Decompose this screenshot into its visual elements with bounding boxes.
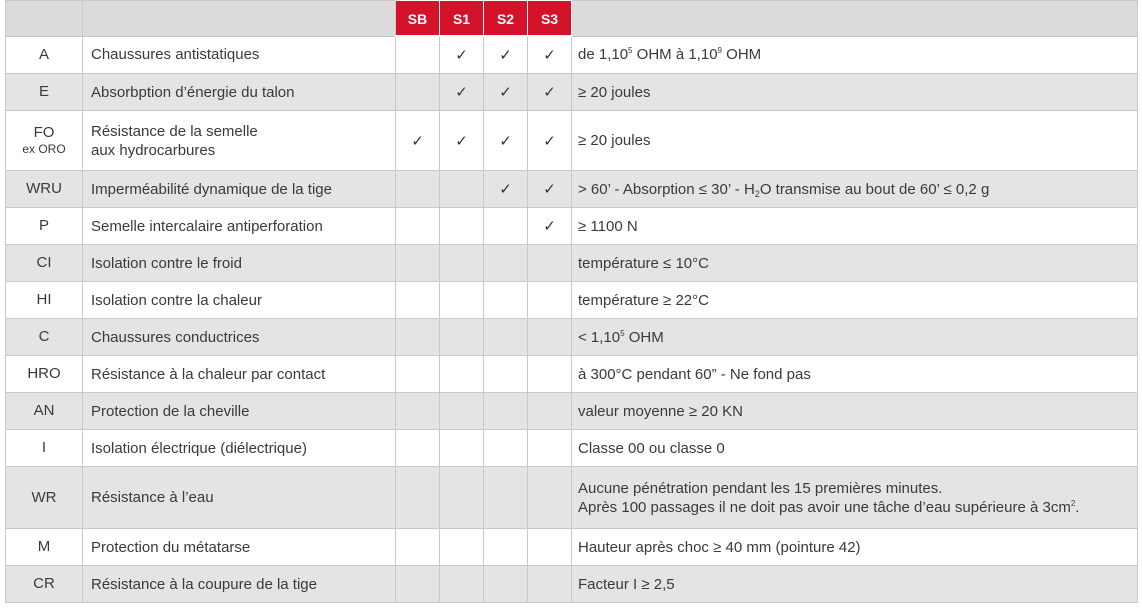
check-mark-s1: ✓ <box>440 36 484 74</box>
check-mark-sb <box>396 74 440 111</box>
row-code: C <box>6 319 83 356</box>
check-mark-s2 <box>484 529 528 566</box>
table-row <box>6 171 1138 208</box>
row-value: > 60’ - Absorption ≤ 30’ - $H_2O$ transmise au bout de 60’ ≤ 0,2 g <box>572 171 1138 208</box>
check-mark-s1 <box>440 282 484 319</box>
check-mark-s3 <box>528 430 572 467</box>
row-code: FO ex ORO <box>6 111 83 171</box>
row-description: Isolation électrique (diélectrique) <box>83 430 396 467</box>
check-mark-s2 <box>484 430 528 467</box>
row-code: HRO <box>6 356 83 393</box>
check-mark-s1 <box>440 171 484 208</box>
header-blank-code <box>6 1 83 37</box>
table-row <box>6 208 1138 245</box>
row-description: Protection du métatarse <box>83 529 396 566</box>
check-mark-sb <box>396 36 440 74</box>
row-code: HI <box>6 282 83 319</box>
row-description: Protection de la cheville <box>83 393 396 430</box>
check-mark-s1 <box>440 393 484 430</box>
row-value: ≥ 20 joules <box>572 74 1138 111</box>
check-mark-s2 <box>484 356 528 393</box>
row-value: Facteur I ≥ 2,5 <box>572 566 1138 603</box>
check-mark-sb <box>396 208 440 245</box>
check-mark-s3 <box>528 393 572 430</box>
check-mark-sb: ✓ <box>396 111 440 171</box>
row-code: WRU <box>6 171 83 208</box>
check-mark-s3 <box>528 566 572 603</box>
check-mark-s3: ✓ <box>528 111 572 171</box>
check-mark-sb <box>396 245 440 282</box>
table-row <box>6 74 1138 111</box>
table-row <box>6 467 1138 529</box>
row-code: A <box>6 36 83 74</box>
row-value: Hauteur après choc ≥ 40 mm (pointure 42) <box>572 529 1138 566</box>
table-row <box>6 282 1138 319</box>
check-mark-s3: ✓ <box>528 36 572 74</box>
check-mark-s1 <box>440 208 484 245</box>
check-mark-s1 <box>440 245 484 282</box>
category-header-s3: S3 <box>528 1 572 37</box>
check-mark-sb <box>396 282 440 319</box>
check-mark-sb <box>396 171 440 208</box>
footwear-norms-table <box>5 0 1138 603</box>
table-header-row <box>6 1 1138 37</box>
row-code: CR <box>6 566 83 603</box>
row-code: CI <box>6 245 83 282</box>
check-mark-s3 <box>528 467 572 529</box>
check-mark-s3 <box>528 319 572 356</box>
row-code: WR <box>6 467 83 529</box>
check-mark-s2 <box>484 393 528 430</box>
check-mark-s1 <box>440 467 484 529</box>
table-row <box>6 319 1138 356</box>
check-mark-s2 <box>484 467 528 529</box>
row-code: P <box>6 208 83 245</box>
row-description: Isolation contre le froid <box>83 245 396 282</box>
check-mark-sb <box>396 319 440 356</box>
header-blank-desc <box>83 1 396 37</box>
row-value: valeur moyenne ≥ 20 KN <box>572 393 1138 430</box>
check-mark-s2 <box>484 208 528 245</box>
check-mark-sb <box>396 393 440 430</box>
check-mark-s1: ✓ <box>440 111 484 171</box>
row-description: Semelle intercalaire antiperforation <box>83 208 396 245</box>
row-value: Aucune pénétration pendant les 15 premières minutes. Après 100 passages il ne doit pas avoir une tâche d’eau supérieure à $3cm^2$. <box>572 467 1138 529</box>
row-value: à 300°C pendant 60” - Ne fond pas <box>572 356 1138 393</box>
table-row <box>6 245 1138 282</box>
header-blank-value <box>572 1 1138 37</box>
table-row <box>6 36 1138 74</box>
check-mark-s1 <box>440 566 484 603</box>
row-description: Résistance à l’eau <box>83 467 396 529</box>
check-mark-s3: ✓ <box>528 171 572 208</box>
row-description: Imperméabilité dynamique de la tige <box>83 171 396 208</box>
check-mark-s2: ✓ <box>484 74 528 111</box>
check-mark-s3 <box>528 529 572 566</box>
check-mark-s3: ✓ <box>528 74 572 111</box>
table-row <box>6 566 1138 603</box>
row-value: ≥ 1100 N <box>572 208 1138 245</box>
check-mark-s3: ✓ <box>528 208 572 245</box>
check-mark-s1 <box>440 529 484 566</box>
table-row <box>6 393 1138 430</box>
check-mark-s2: ✓ <box>484 111 528 171</box>
check-mark-s3 <box>528 356 572 393</box>
category-header-s2: S2 <box>484 1 528 37</box>
row-description: Chaussures antistatiques <box>83 36 396 74</box>
check-mark-s3 <box>528 282 572 319</box>
category-header-sb: SB <box>396 1 440 37</box>
check-mark-s1 <box>440 319 484 356</box>
row-description: Résistance à la coupure de la tige <box>83 566 396 603</box>
check-mark-s1 <box>440 356 484 393</box>
row-description: Absorbption d’énergie du talon <box>83 74 396 111</box>
check-mark-s2 <box>484 319 528 356</box>
row-description: Résistance à la chaleur par contact <box>83 356 396 393</box>
check-mark-sb <box>396 566 440 603</box>
check-mark-s3 <box>528 245 572 282</box>
check-mark-s2 <box>484 566 528 603</box>
check-mark-s1 <box>440 430 484 467</box>
row-value: Classe 00 ou classe 0 <box>572 430 1138 467</box>
check-mark-sb <box>396 356 440 393</box>
row-value: ≥ 20 joules <box>572 111 1138 171</box>
row-code: AN <box>6 393 83 430</box>
check-mark-sb <box>396 430 440 467</box>
check-mark-s2 <box>484 282 528 319</box>
row-value: température ≤ 10°C <box>572 245 1138 282</box>
check-mark-sb <box>396 467 440 529</box>
row-value: < $1,10^5$ OHM <box>572 319 1138 356</box>
table-row <box>6 111 1138 171</box>
check-mark-s1: ✓ <box>440 74 484 111</box>
row-value: de 1,10$^5$ OHM à 1,10$^9$ OHM <box>572 36 1138 74</box>
row-description: Isolation contre la chaleur <box>83 282 396 319</box>
table-row <box>6 529 1138 566</box>
check-mark-s2 <box>484 245 528 282</box>
table-row <box>6 356 1138 393</box>
table-row <box>6 430 1138 467</box>
row-value: température ≥ 22°C <box>572 282 1138 319</box>
check-mark-s2: ✓ <box>484 36 528 74</box>
check-mark-s2: ✓ <box>484 171 528 208</box>
category-header-s1: S1 <box>440 1 484 37</box>
row-description: Résistance de la semelle aux hydrocarbures <box>83 111 396 171</box>
row-code: M <box>6 529 83 566</box>
row-code: I <box>6 430 83 467</box>
row-description: Chaussures conductrices <box>83 319 396 356</box>
check-mark-sb <box>396 529 440 566</box>
row-code: E <box>6 74 83 111</box>
